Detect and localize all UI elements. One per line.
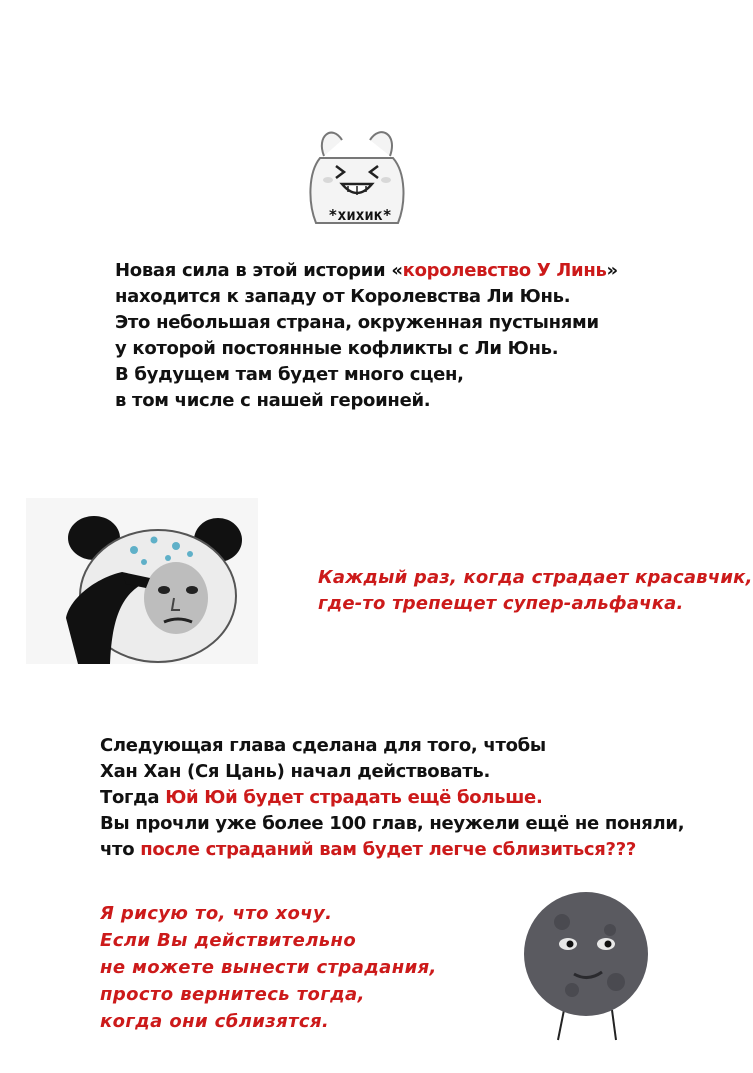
text-line: Если Вы действительно bbox=[100, 930, 357, 951]
moon-face-icon bbox=[512, 882, 660, 1042]
story-note-paragraph bbox=[115, 258, 618, 414]
text-line: Я рисую то, что хочу. bbox=[100, 903, 333, 924]
pretty-boy-suffers-note bbox=[318, 565, 753, 617]
author-statement bbox=[100, 900, 437, 1035]
text-line: в том числе с нашей героиней. bbox=[115, 390, 431, 411]
text-line: просто вернитесь тогда, bbox=[100, 984, 365, 1005]
highlight-getting-closer: после страданий вам будет легче сблизиться??? bbox=[140, 839, 636, 860]
text-line: не можете вынести страдания, bbox=[100, 957, 437, 978]
text-fragment: что bbox=[100, 839, 141, 860]
text-line: когда они сблизятся. bbox=[100, 1011, 330, 1032]
text-fragment: Тогда bbox=[100, 787, 166, 808]
panda-meme bbox=[26, 498, 258, 664]
text-line: Каждый раз, когда страдает красавчик, bbox=[318, 567, 753, 588]
text-line: В будущем там будет много сцен, bbox=[115, 364, 464, 385]
moon-meme bbox=[512, 882, 660, 1042]
text-line: Следующая глава сделана для того, чтобы bbox=[100, 735, 546, 756]
highlight-kingdom-name: королевство У Линь bbox=[402, 260, 607, 281]
panda-icon bbox=[26, 498, 258, 664]
text-line: где-то трепещет супер-альфачка. bbox=[318, 593, 684, 614]
text-line bbox=[100, 837, 684, 863]
text-fragment: » bbox=[606, 260, 618, 281]
text-line bbox=[115, 258, 618, 284]
text-line: Это небольшая страна, окруженная пустынями bbox=[115, 312, 599, 333]
highlight-suffering: Юй Юй будет страдать ещё больше. bbox=[165, 787, 543, 808]
text-line: находится к западу от Королевства Ли Юнь. bbox=[115, 286, 571, 307]
next-chapter-note bbox=[100, 733, 684, 863]
bear-caption: *хихик* bbox=[328, 206, 392, 224]
text-line: у которой постоянные кофликты с Ли Юнь. bbox=[115, 338, 559, 359]
text-line: Хан Хан (Ся Цань) начал действовать. bbox=[100, 761, 491, 782]
text-line bbox=[100, 785, 684, 811]
text-fragment: Новая сила в этой истории « bbox=[115, 260, 403, 281]
text-line: Вы прочли уже более 100 глав, неужели ещё не поняли, bbox=[100, 813, 685, 834]
